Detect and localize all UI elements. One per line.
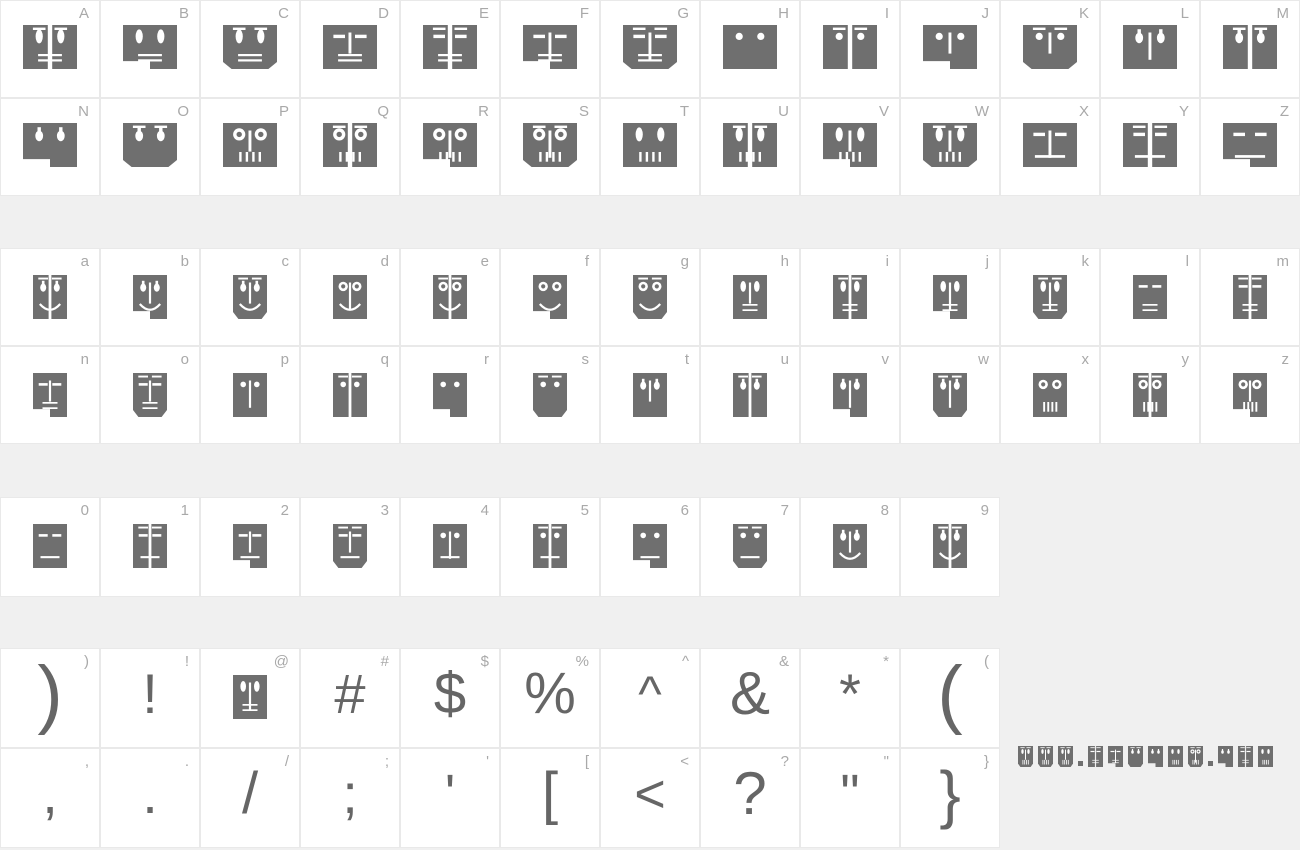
glyph-face	[933, 275, 967, 319]
cell-label: ,	[84, 753, 89, 770]
watermark-letter	[1088, 746, 1103, 767]
glyph-face	[733, 275, 767, 319]
glyph-cell	[1201, 249, 1299, 345]
glyph-cell	[101, 498, 199, 596]
glyph-cell	[401, 649, 499, 747]
glyph-face	[923, 25, 977, 69]
cell-label: 0	[80, 502, 89, 519]
glyph-cell	[301, 649, 399, 747]
glyph-char: (	[937, 651, 963, 736]
glyph-face	[423, 25, 477, 69]
glyph-cell	[701, 749, 799, 847]
glyph-cell	[701, 649, 799, 747]
glyph-face	[823, 25, 877, 69]
glyph-face	[33, 524, 67, 568]
glyph-char: )	[37, 651, 63, 736]
glyph-cell	[601, 347, 699, 443]
glyph-cell	[1101, 347, 1199, 443]
glyph-char: #	[334, 662, 366, 725]
glyph-char: }	[939, 758, 961, 830]
glyph-face	[1033, 275, 1067, 319]
cell-label: "	[883, 753, 889, 770]
glyph-cell	[1201, 347, 1299, 443]
cell-label: #	[380, 653, 389, 670]
watermark-letter	[1238, 746, 1253, 767]
cell-label: M	[1276, 5, 1289, 22]
glyph-face	[233, 675, 267, 719]
glyph-face	[233, 275, 267, 319]
cell-label: a	[80, 253, 89, 270]
cell-label: L	[1180, 5, 1189, 22]
glyph-cell	[301, 749, 399, 847]
glyph-face	[933, 524, 967, 568]
glyph-cell	[201, 99, 299, 195]
glyph-cell	[301, 498, 399, 596]
cell-label: P	[278, 103, 289, 120]
glyph-face	[33, 275, 67, 319]
glyph-cell	[1001, 347, 1099, 443]
glyph-char: ?	[733, 760, 767, 827]
cell-label: Z	[1279, 103, 1289, 120]
cell-label: n	[80, 351, 89, 368]
glyph-face	[533, 524, 567, 568]
glyph-cell	[501, 649, 599, 747]
cell-label: l	[1185, 253, 1189, 270]
glyph-face	[133, 275, 167, 319]
cell-label: j	[985, 253, 989, 270]
cell-label: 8	[880, 502, 889, 519]
glyph-cell	[1, 1, 99, 97]
glyph-face	[133, 524, 167, 568]
glyph-char: '	[444, 764, 456, 824]
glyph-cell	[401, 99, 499, 195]
glyph-cell	[101, 99, 199, 195]
glyph-face	[333, 373, 367, 417]
glyph-cell	[1101, 99, 1199, 195]
glyph-cell	[601, 749, 699, 847]
glyph-face	[633, 373, 667, 417]
cell-label: [	[584, 753, 589, 770]
glyph-cell	[501, 347, 599, 443]
cell-label: w	[978, 351, 989, 368]
cell-label: p	[280, 351, 289, 368]
glyph-cell	[601, 99, 699, 195]
cell-label: @	[273, 653, 289, 670]
watermark-letter	[1128, 746, 1143, 767]
watermark-letter	[1218, 746, 1233, 767]
glyph-face	[1223, 123, 1277, 167]
cell-label: K	[1078, 5, 1089, 22]
glyph-char: "	[840, 764, 860, 824]
glyph-face	[1123, 25, 1177, 69]
glyph-cell	[1001, 1, 1099, 97]
glyph-face	[733, 524, 767, 568]
cell-label: z	[1281, 351, 1289, 368]
glyph-char: /	[241, 761, 259, 826]
glyph-face	[223, 123, 277, 167]
glyph-char: %	[524, 661, 576, 726]
cell-label: 2	[280, 502, 289, 519]
cell-label: Y	[1178, 103, 1189, 120]
glyph-cell	[601, 498, 699, 596]
glyph-face	[23, 123, 77, 167]
glyph-char: ,	[42, 762, 58, 825]
cell-label: f	[584, 253, 589, 270]
cell-label: q	[380, 351, 389, 368]
glyph-cell	[701, 1, 799, 97]
glyph-cell	[1001, 249, 1099, 345]
glyph-face	[123, 25, 177, 69]
glyph-cell	[501, 1, 599, 97]
glyph-cell	[1, 749, 99, 847]
glyph-face	[833, 524, 867, 568]
cell-label: t	[684, 351, 689, 368]
glyph-face	[1223, 25, 1277, 69]
glyph-face	[1133, 275, 1167, 319]
cell-label: }	[983, 753, 989, 770]
digits-glyph-grid	[0, 497, 1000, 597]
cell-label: )	[84, 653, 89, 670]
glyph-char: <	[634, 764, 666, 824]
cell-label: d	[380, 253, 389, 270]
glyph-cell	[601, 649, 699, 747]
cell-label: V	[878, 103, 889, 120]
glyph-face	[433, 524, 467, 568]
glyph-cell	[201, 1, 299, 97]
cell-label: *	[883, 653, 889, 670]
cell-label: H	[778, 5, 789, 22]
glyph-face	[223, 25, 277, 69]
cell-label: R	[478, 103, 489, 120]
glyph-cell	[301, 249, 399, 345]
glyph-cell	[1, 99, 99, 195]
cell-label: 1	[180, 502, 189, 519]
glyph-cell	[301, 99, 399, 195]
glyph-face	[233, 524, 267, 568]
glyph-cell	[601, 1, 699, 97]
watermark-letter	[1168, 746, 1183, 767]
glyph-face	[1133, 373, 1167, 417]
cell-label: 9	[980, 502, 989, 519]
glyph-cell	[401, 347, 499, 443]
glyph-char: [	[541, 761, 559, 826]
cell-label: F	[579, 5, 589, 22]
cell-label: g	[680, 253, 689, 270]
glyph-cell	[701, 498, 799, 596]
cell-label: c	[281, 253, 289, 270]
glyph-char: *	[839, 662, 861, 725]
watermark-letter	[1188, 746, 1203, 767]
cell-label: o	[180, 351, 189, 368]
cell-label: $	[480, 653, 489, 670]
cell-label: s	[581, 351, 589, 368]
glyph-face	[323, 123, 377, 167]
glyph-cell	[1201, 99, 1299, 195]
watermark-letter	[1108, 746, 1123, 767]
glyph-cell	[201, 749, 299, 847]
glyph-char: ^	[638, 666, 662, 722]
glyph-cell	[801, 649, 899, 747]
glyph-face	[23, 25, 77, 69]
glyph-face	[133, 373, 167, 417]
glyph-cell	[401, 1, 499, 97]
glyph-cell	[1101, 1, 1199, 97]
cell-label: k	[1081, 253, 1089, 270]
glyph-cell	[201, 347, 299, 443]
cell-label: U	[778, 103, 789, 120]
glyph-face	[323, 25, 377, 69]
cell-label: v	[881, 351, 889, 368]
glyph-face	[123, 123, 177, 167]
glyph-char: &	[729, 660, 771, 727]
glyph-face	[933, 373, 967, 417]
glyph-cell	[401, 249, 499, 345]
cell-label: 6	[680, 502, 689, 519]
cell-label: !	[184, 653, 189, 670]
cell-label: T	[679, 103, 689, 120]
glyph-char: .	[142, 762, 158, 825]
cell-label: y	[1181, 351, 1189, 368]
glyph-cell	[801, 498, 899, 596]
cell-label: B	[178, 5, 189, 22]
cell-label: r	[484, 351, 489, 368]
cell-label: h	[780, 253, 789, 270]
glyph-cell	[401, 498, 499, 596]
glyph-face	[333, 524, 367, 568]
glyph-face	[923, 123, 977, 167]
cell-label: u	[780, 351, 789, 368]
glyph-face	[833, 373, 867, 417]
cell-label: 5	[580, 502, 589, 519]
glyph-cell	[201, 498, 299, 596]
watermark-letter	[1258, 746, 1273, 767]
glyph-cell	[301, 1, 399, 97]
glyph-cell	[801, 1, 899, 97]
cell-label: E	[478, 5, 489, 22]
cell-label: x	[1081, 351, 1089, 368]
glyph-cell	[301, 347, 399, 443]
glyph-cell	[101, 649, 199, 747]
cell-label: %	[575, 653, 589, 670]
cell-label: S	[578, 103, 589, 120]
watermark-letter	[1058, 746, 1073, 767]
glyph-face	[1033, 373, 1067, 417]
cell-label: m	[1276, 253, 1289, 270]
glyph-cell	[801, 249, 899, 345]
glyph-char: $	[433, 661, 467, 726]
glyph-cell	[1101, 249, 1199, 345]
glyph-face	[1123, 123, 1177, 167]
cell-label: ^	[681, 653, 689, 670]
glyph-face	[333, 275, 367, 319]
glyph-cell	[901, 749, 999, 847]
glyph-cell	[101, 347, 199, 443]
glyph-cell	[1, 649, 99, 747]
glyph-cell	[101, 1, 199, 97]
cell-label: X	[1078, 103, 1089, 120]
cell-label: e	[480, 253, 489, 270]
glyph-face	[723, 123, 777, 167]
glyph-cell	[801, 347, 899, 443]
glyph-cell	[201, 649, 299, 747]
cell-label: G	[677, 5, 689, 22]
glyph-face	[733, 373, 767, 417]
punctuation-glyph-grid	[0, 648, 1000, 848]
glyph-face	[523, 123, 577, 167]
glyph-cell	[1201, 1, 1299, 97]
watermark-dot	[1078, 761, 1083, 766]
cell-label: .	[184, 753, 189, 770]
cell-label: (	[984, 653, 989, 670]
glyph-cell	[201, 249, 299, 345]
uppercase-glyph-grid	[0, 0, 1300, 196]
glyph-cell	[501, 249, 599, 345]
site-watermark	[1018, 746, 1273, 767]
cell-label: 7	[780, 502, 789, 519]
watermark-dot	[1208, 761, 1213, 766]
cell-label: 4	[480, 502, 489, 519]
cell-label: J	[981, 5, 989, 22]
glyph-cell	[1, 249, 99, 345]
glyph-face	[533, 275, 567, 319]
glyph-face	[623, 123, 677, 167]
watermark-letter	[1018, 746, 1033, 767]
glyph-cell	[901, 498, 999, 596]
glyph-face	[523, 25, 577, 69]
glyph-char: ;	[342, 762, 358, 825]
cell-label: 3	[380, 502, 389, 519]
cell-label: /	[284, 753, 289, 770]
glyph-face	[433, 373, 467, 417]
glyph-cell	[401, 749, 499, 847]
glyph-face	[723, 25, 777, 69]
glyph-face	[623, 25, 677, 69]
glyph-cell	[501, 498, 599, 596]
glyph-face	[33, 373, 67, 417]
cell-label: Q	[377, 103, 389, 120]
glyph-face	[1023, 123, 1077, 167]
glyph-cell	[901, 249, 999, 345]
glyph-face	[833, 275, 867, 319]
watermark-letter	[1148, 746, 1163, 767]
glyph-face	[433, 275, 467, 319]
cell-label: N	[78, 103, 89, 120]
glyph-cell	[501, 99, 599, 195]
glyph-cell	[501, 749, 599, 847]
glyph-cell	[901, 1, 999, 97]
glyph-cell	[801, 99, 899, 195]
glyph-face	[233, 373, 267, 417]
glyph-cell	[1, 347, 99, 443]
cell-label: W	[974, 103, 989, 120]
cell-label: '	[486, 753, 489, 770]
glyph-cell	[601, 249, 699, 345]
cell-label: C	[278, 5, 289, 22]
glyph-face	[633, 275, 667, 319]
glyph-cell	[101, 249, 199, 345]
glyph-face	[1023, 25, 1077, 69]
glyph-cell	[1001, 99, 1099, 195]
glyph-cell	[101, 749, 199, 847]
cell-label: <	[680, 753, 689, 770]
glyph-face	[633, 524, 667, 568]
cell-label: D	[378, 5, 389, 22]
cell-label: b	[180, 253, 189, 270]
cell-label: ?	[780, 753, 789, 770]
cell-label: I	[884, 5, 889, 22]
glyph-cell	[701, 249, 799, 345]
cell-label: ;	[384, 753, 389, 770]
glyph-face	[823, 123, 877, 167]
glyph-face	[1233, 275, 1267, 319]
watermark-letter	[1038, 746, 1053, 767]
glyph-cell	[901, 649, 999, 747]
glyph-face	[423, 123, 477, 167]
glyph-cell	[801, 749, 899, 847]
glyph-face	[533, 373, 567, 417]
glyph-cell	[701, 99, 799, 195]
glyph-cell	[901, 347, 999, 443]
glyph-cell	[1, 498, 99, 596]
glyph-cell	[701, 347, 799, 443]
cell-label: O	[177, 103, 189, 120]
cell-label: A	[78, 5, 89, 22]
cell-label: &	[778, 653, 789, 670]
glyph-cell	[901, 99, 999, 195]
lowercase-glyph-grid	[0, 248, 1300, 444]
glyph-face	[1233, 373, 1267, 417]
cell-label: i	[885, 253, 889, 270]
glyph-char: !	[142, 662, 158, 725]
